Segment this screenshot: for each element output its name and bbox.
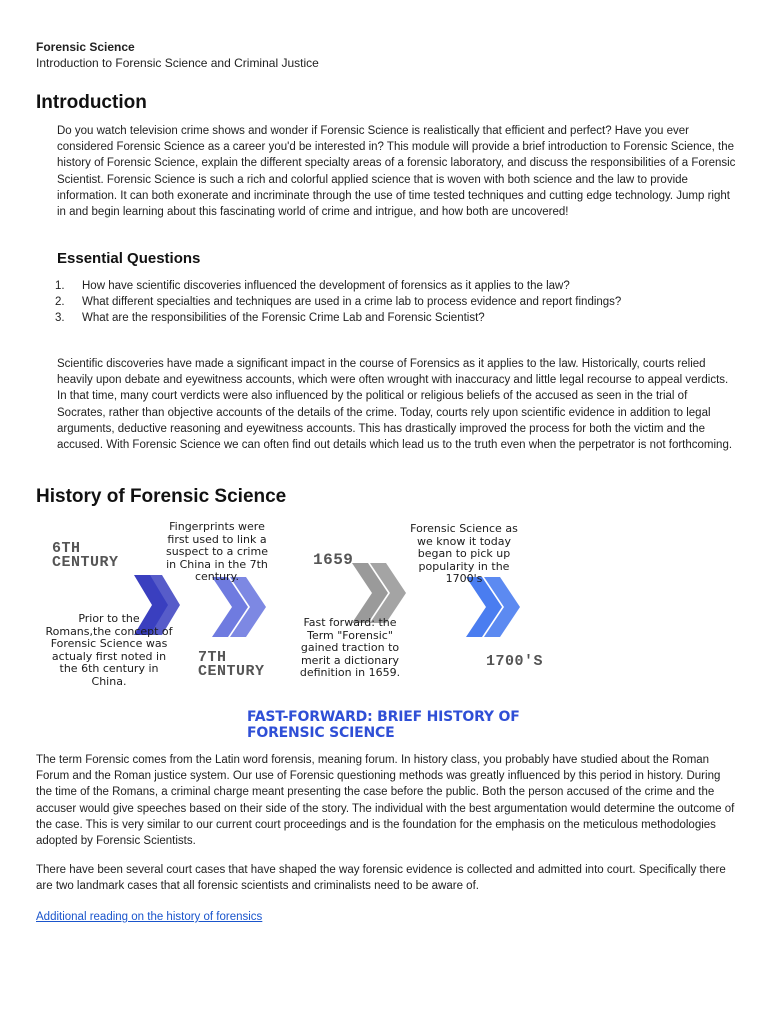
additional-reading-link[interactable]: Additional reading on the history of forensics	[36, 911, 263, 923]
essential-questions-heading: Essential Questions	[57, 250, 201, 267]
era-label-6th-century: 6TH CENTURY	[52, 540, 119, 571]
chevron-arrow-icon	[466, 577, 520, 637]
scientific-discoveries-paragraph: Scientific discoveries have made a significant impact in the course of Forensics as it applies to the law. Historically, courts relied heavily upon debate and eyewitness accounts, which were often wrought with inaccuracy and little legal recourse to appeal verdicts. In that time, many court verdicts were also influenced by the political or religious beliefs of the accused as seen in the trial of Socrates, rather than objective accounts of the details of the crime. Today, courts rely upon scientific evidence in addition to legal arguments, deductive reasoning and eyewitness accounts. This has drastically improved the process for both the victim and the accused. With Forensic Science we can often find out details which lead us to the truth even when the perpetrator is not forthcoming.	[57, 358, 733, 452]
note-6th-century: Prior to the Romans,the concept of Forensic Science was actualy first noted in the 6th century in China.	[45, 612, 173, 688]
list-item-number: 2.	[55, 296, 65, 308]
era-label-7th-century: 7TH CENTURY	[198, 649, 265, 680]
court-cases-paragraph: There have been several court cases that have shaped the way forensic evidence is collected and admitted into court. Specifically there are two landmark cases that all forensic scientists and criminalists need to be aware of.	[36, 864, 726, 893]
note-7th-century: Fingerprints were first used to link a suspect to a crime in China in the 7th century.	[166, 520, 268, 583]
introduction-paragraph: Do you watch television crime shows and wonder if Forensic Science is realistically that efficient and perfect? Have you ever considered Forensic Science as a career you'd be interested in? This module will provide a brief introduction to Forensic Science, the history of Forensic Science, explain the different specialty areas of a forensic laboratory, and discuss the responsibilities of a Forensic Scientist. Forensic Science is such a rich and colorful applied science that is woven with both science and the law to provide information. It can both exonerate and incriminate through the use of time tested techniques and cutting edge technology. Jump right in and begin learning about this fascinating world of crime and intrigue, and how both are uncovered!	[57, 125, 736, 219]
introduction-heading: Introduction	[36, 92, 147, 113]
document-subtitle: Introduction to Forensic Science and Criminal Justice	[36, 56, 319, 70]
history-infographic	[36, 515, 596, 741]
note-1659: Fast forward: the Term "Forensic" gained traction to merit a dictionary definition in 1659.	[299, 616, 401, 679]
note-1700s: Forensic Science as we know it today began to pick up popularity in the 1700's	[410, 522, 518, 585]
list-item-text: What different specialties and techniques are used in a crime lab to process evidence and report findings?	[82, 296, 622, 308]
era-label-1659: 1659	[313, 551, 354, 569]
essential-questions-list	[36, 278, 736, 326]
list-item-text: How have scientific discoveries influenced the development of forensics as it applies to the law?	[82, 280, 570, 292]
chevron-arrow-icon	[212, 577, 266, 637]
list-item	[36, 294, 736, 310]
chevron-arrow-icon	[352, 563, 406, 623]
list-item-number: 1.	[55, 280, 65, 292]
list-item	[36, 278, 736, 294]
era-label-1700s: 1700'S	[486, 653, 544, 670]
list-item-text: What are the responsibilities of the Forensic Crime Lab and Forensic Scientist?	[82, 312, 485, 324]
list-item	[36, 310, 736, 326]
history-heading: History of Forensic Science	[36, 486, 287, 507]
document-title: Forensic Science	[36, 40, 135, 54]
list-item-number: 3.	[55, 312, 65, 324]
forensic-term-paragraph: The term Forensic comes from the Latin word forensis, meaning forum. In history class, you probably have studied about the Roman Forum and the Roman justice system. Our use of Forensic questioning methods was greatly influenced by this period in history. During the time of the Romans, a criminal charge meant presenting the case before the public. Both the person accused of the crime and the accuser would give speeches based on their side of the story. The individual with the best argumentation would determine the outcome of the case. This is very similar to our current court proceedings and is the foundation for the emphasis on the meticulous methodologies adopted by Forensic Scientists.	[36, 754, 735, 848]
infographic-banner: FAST-FORWARD: BRIEF HISTORY OF FORENSIC SCIENCE	[247, 709, 520, 741]
